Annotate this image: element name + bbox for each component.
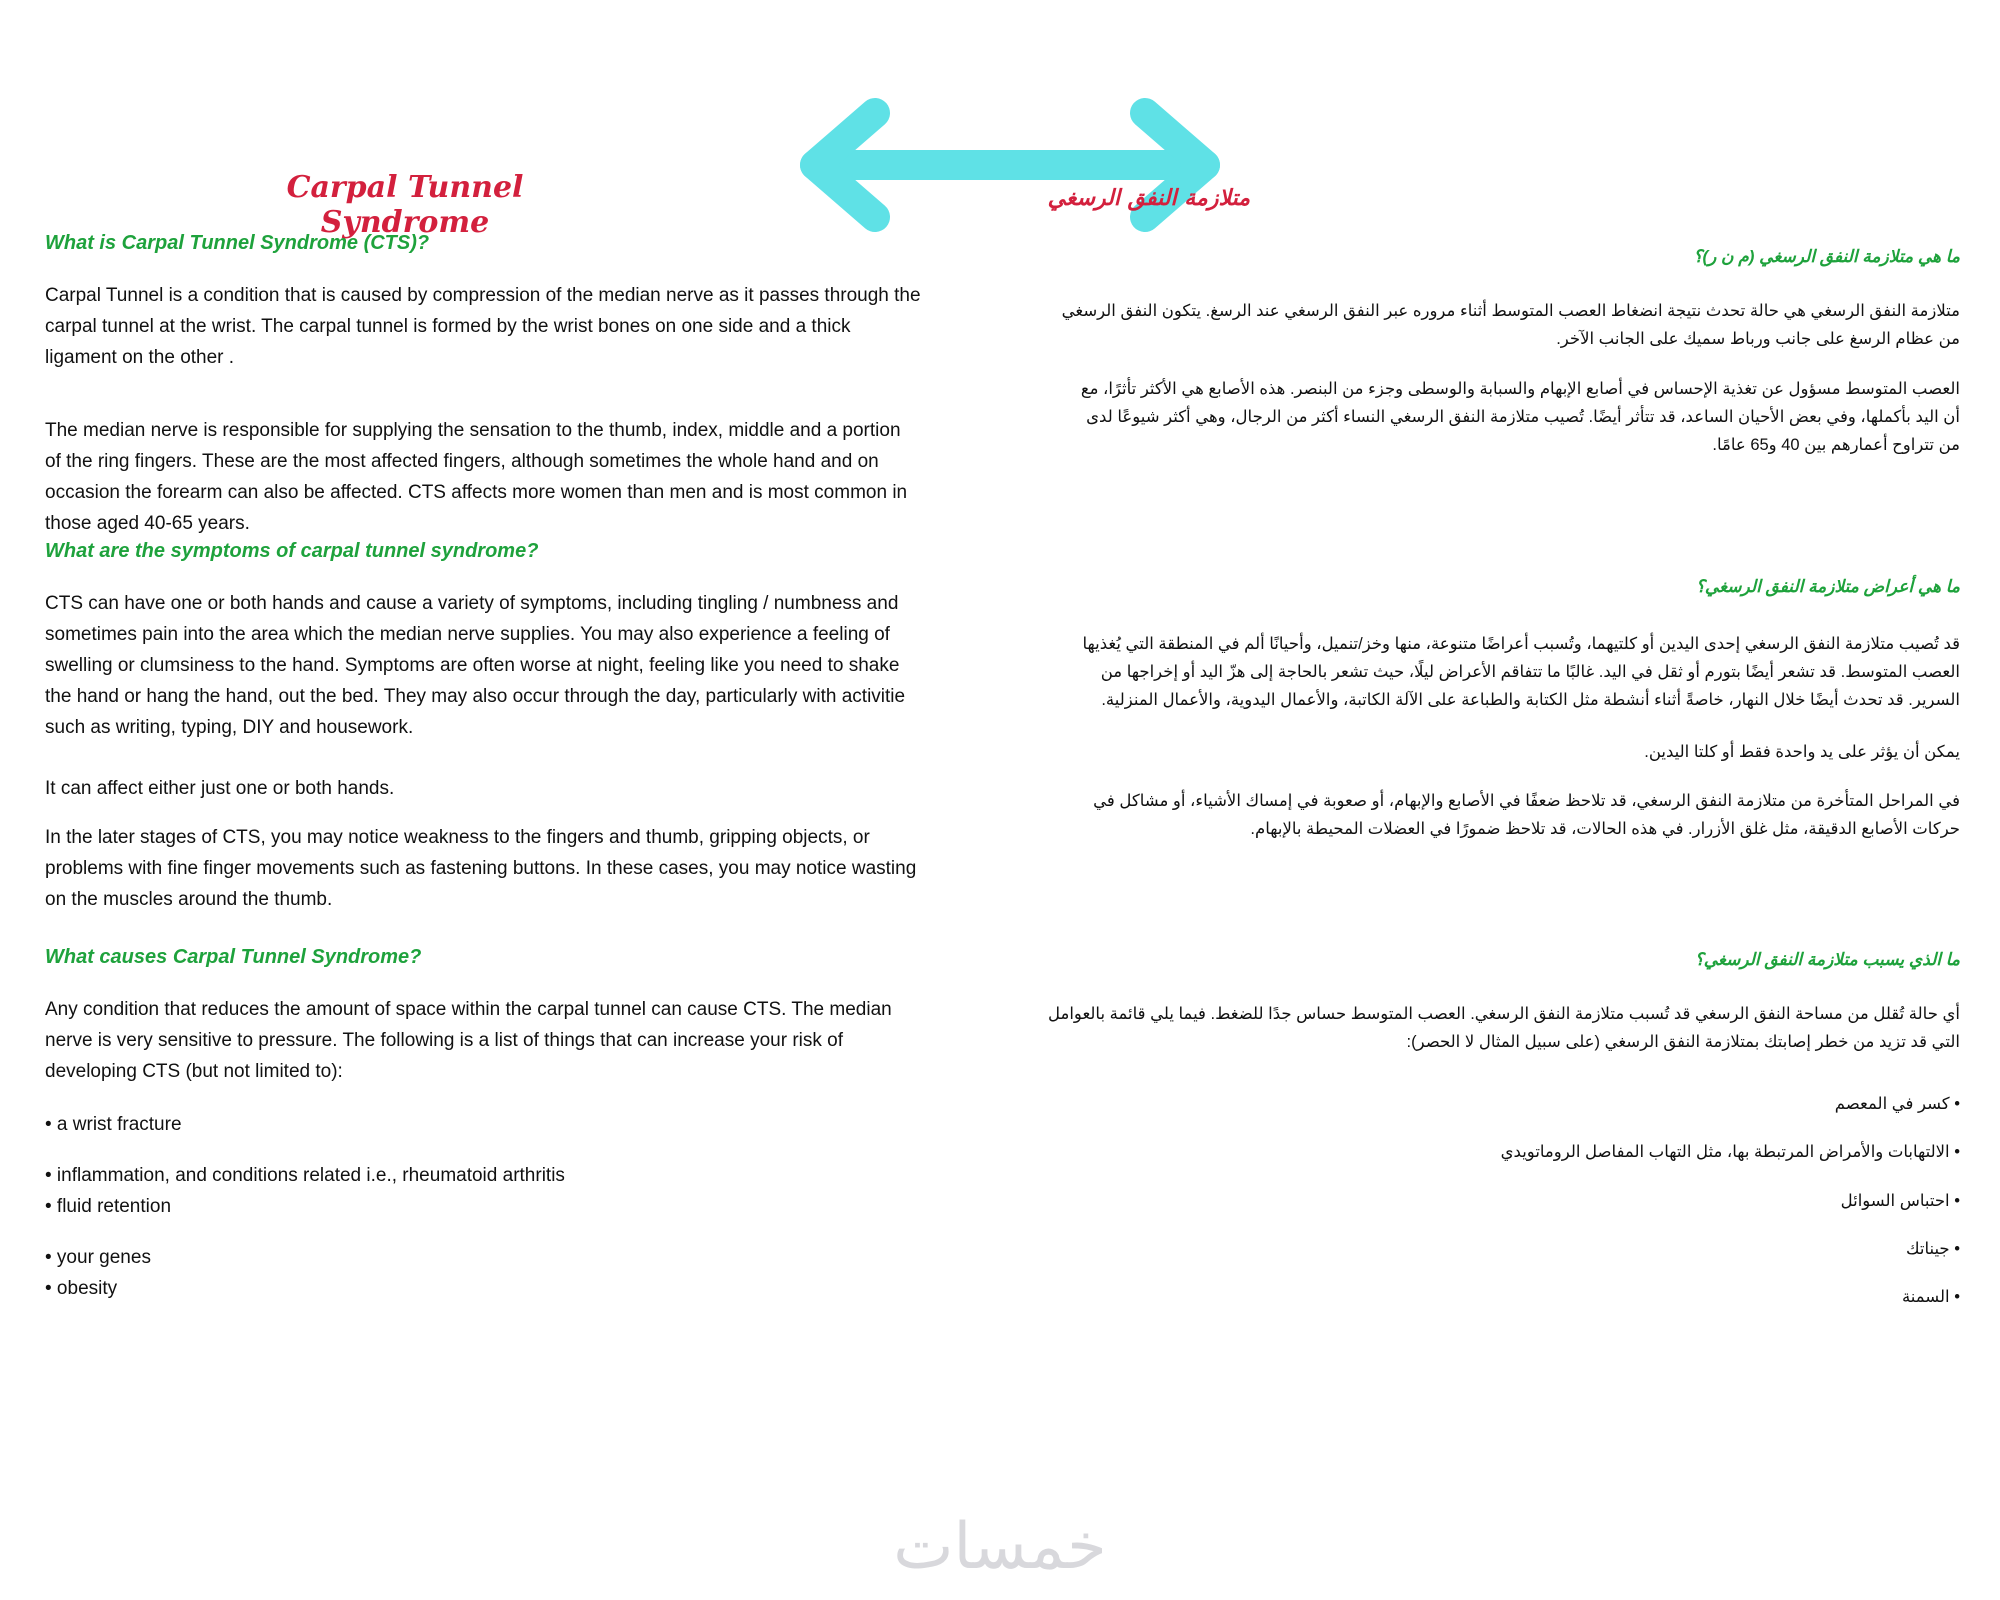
english-title: Carpal Tunnel Syndrome (286, 170, 524, 240)
text-line: on the muscles around the thumb. (45, 889, 333, 910)
paragraph-definition (45, 280, 975, 373)
paragraph-causes-ar (1040, 1000, 1960, 1056)
text-line: sometimes pain into the area which the median nerve supplies. You may also experience a feeling of (45, 624, 890, 645)
list-item: • fluid retention (45, 1196, 172, 1217)
text-line: swelling or clumsiness to the hand. Symptoms are often worse at night, feeling like you need to shake (45, 655, 900, 676)
list-item: • a wrist fracture (45, 1114, 182, 1135)
list-item: • احتباس السوائل (1840, 1192, 1960, 1210)
heading-symptoms: What are the symptoms of carpal tunnel syndrome? (45, 540, 539, 562)
heading-symptoms-ar: ما هي أعراض متلازمة النفق الرسغي؟ (1695, 577, 1960, 596)
list-item: • الالتهابات والأمراض المرتبطة بها، مثل التهاب المفاصل الروماتويدي (1500, 1143, 1960, 1161)
text-line: carpal tunnel at the wrist. The carpal tunnel is formed by the wrist bones on one side and a thick (45, 316, 851, 337)
list-item: • كسر في المعصم (1834, 1095, 1960, 1113)
text-line: العصب المتوسط. قد تشعر أيضًا بتورم أو ثقل في اليد. غالبًا ما تتفاقم الأعراض ليلًا، حيث تشعر بالحاجة إلى هزّ اليد أو إخراجها من (1100, 663, 1960, 681)
text-line: CTS can have one or both hands and cause a variety of symptoms, including tingling / numbness and (45, 593, 899, 614)
paragraph-median-nerve (45, 415, 975, 539)
text-line: problems with fine finger movements such as fastening buttons. In these cases, you may notice wasting (45, 858, 917, 879)
text-line: nerve is very sensitive to pressure. The following is a list of things that can increase your risk of (45, 1030, 844, 1051)
text-line: العصب المتوسط مسؤول عن تغذية الإحساس في أصابع الإبهام والسبابة والوسطى وجزء من البنصر. هذه الأصابع هي الأكثر تأثرًا، مع (1080, 380, 1960, 398)
text-line: ligament on the other . (45, 347, 235, 368)
text-line: قد تُصيب متلازمة النفق الرسغي إحدى اليدين أو كلتيهما، وتُسبب أعراضًا متنوعة، منها وخز/تنميل، وأحيانًا ألم في المنطقة التي يُغذيها (1082, 635, 1960, 653)
text-line: من تتراوح أعمارهم بين 40 و65 عامًا. (1712, 436, 1960, 454)
text-line: من عظام الرسغ على جانب ورباط سميك على الجانب الآخر. (1556, 330, 1960, 348)
watermark-logo: خمسات (893, 1510, 1107, 1584)
text-line: متلازمة النفق الرسغي هي حالة تحدث نتيجة انضغاط العصب المتوسط أثناء مروره عبر النفق الرسغي عند الرسغ. يتكون النفق الرسغي (1061, 302, 1960, 320)
paragraph-symptoms-ar (1040, 630, 1960, 714)
paragraph-definition-ar (1040, 297, 1960, 353)
text-line: In the later stages of CTS, you may notice weakness to the fingers and thumb, gripping objects, or (45, 827, 870, 848)
text-line: التي قد تزيد من خطر إصابتك بمتلازمة النفق الرسغي (على سبيل المثال لا الحصر): (1406, 1033, 1960, 1051)
paragraph-one-or-both-hands-ar: يمكن أن يؤثر على يد واحدة فقط أو كلتا اليدين. (1644, 743, 1960, 761)
text-line: السرير. قد تحدث أيضًا خلال النهار، خاصةً أثناء أنشطة مثل الكتابة والطباعة على الآلة الكاتبة، والأعمال اليدوية، والأعمال المنزلية. (1101, 691, 1960, 709)
heading-what-is-cts-ar: ما هي متلازمة النفق الرسغي (م ن ر)؟ (1693, 247, 1960, 266)
text-line: أي حالة تُقلل من مساحة النفق الرسغي قد تُسبب متلازمة النفق الرسغي. العصب المتوسط حساس جدًا للضغط. فيما يلي قائمة بالعوامل (1048, 1005, 1960, 1023)
text-line: developing CTS (but not limited to): (45, 1061, 343, 1082)
text-line: occasion the forearm can also be affected. CTS affects more women than men and is most common in (45, 482, 908, 503)
list-item: • inflammation, and conditions related i.e., rheumatoid arthritis (45, 1165, 565, 1186)
heading-causes: What causes Carpal Tunnel Syndrome? (45, 946, 422, 968)
list-item: • your genes (45, 1247, 151, 1268)
text-line: Carpal Tunnel is a condition that is caused by compression of the median nerve as it passes through the (45, 285, 921, 306)
heading-what-is-cts: What is Carpal Tunnel Syndrome (CTS)? (45, 232, 430, 254)
paragraph-causes (45, 994, 975, 1087)
paragraph-later-stages (45, 822, 975, 915)
text-line: such as writing, typing, DIY and housework. (45, 717, 414, 738)
paragraph-median-nerve-ar (1040, 375, 1960, 459)
arabic-title: متلازمة النفق الرسغي (1047, 185, 1250, 211)
list-item: • السمنة (1901, 1288, 1960, 1306)
paragraph-symptoms (45, 588, 975, 743)
list-item: • جيناتك (1905, 1240, 1960, 1258)
heading-causes-ar: ما الذي يسبب متلازمة النفق الرسغي؟ (1694, 950, 1960, 969)
text-line: those aged 40-65 years. (45, 513, 250, 534)
text-line: of the ring fingers. These are the most affected fingers, although sometimes the whole hand and on (45, 451, 879, 472)
paragraph-later-stages-ar (1040, 787, 1960, 843)
text-line: أن اليد بأكملها، وفي بعض الأحيان الساعد، قد تتأثر أيضًا. تُصيب متلازمة النفق الرسغي النساء أكثر من الرجال، وهي أكثر شيوعًا لدى (1086, 408, 1960, 426)
text-line: the hand or hang the hand, out the bed. They may also occur through the day, particularly with activitie (45, 686, 906, 707)
paragraph-one-or-both-hands: It can affect either just one or both hands. (45, 778, 395, 799)
text-line: حركات الأصابع الدقيقة، مثل غلق الأزرار. في هذه الحالات، قد تلاحظ ضمورًا في العضلات المحيطة بالإبهام. (1250, 820, 1960, 838)
double-headed-arrow-icon (790, 95, 1230, 235)
text-line: The median nerve is responsible for supplying the sensation to the thumb, index, middle and a portion (45, 420, 901, 441)
text-line: Any condition that reduces the amount of space within the carpal tunnel can cause CTS. The median (45, 999, 892, 1020)
list-item: • obesity (45, 1278, 118, 1299)
text-line: في المراحل المتأخرة من متلازمة النفق الرسغي، قد تلاحظ ضعفًا في الأصابع والإبهام، أو صعوبة في إمساك الأشياء، أو مشاكل في (1093, 792, 1960, 810)
